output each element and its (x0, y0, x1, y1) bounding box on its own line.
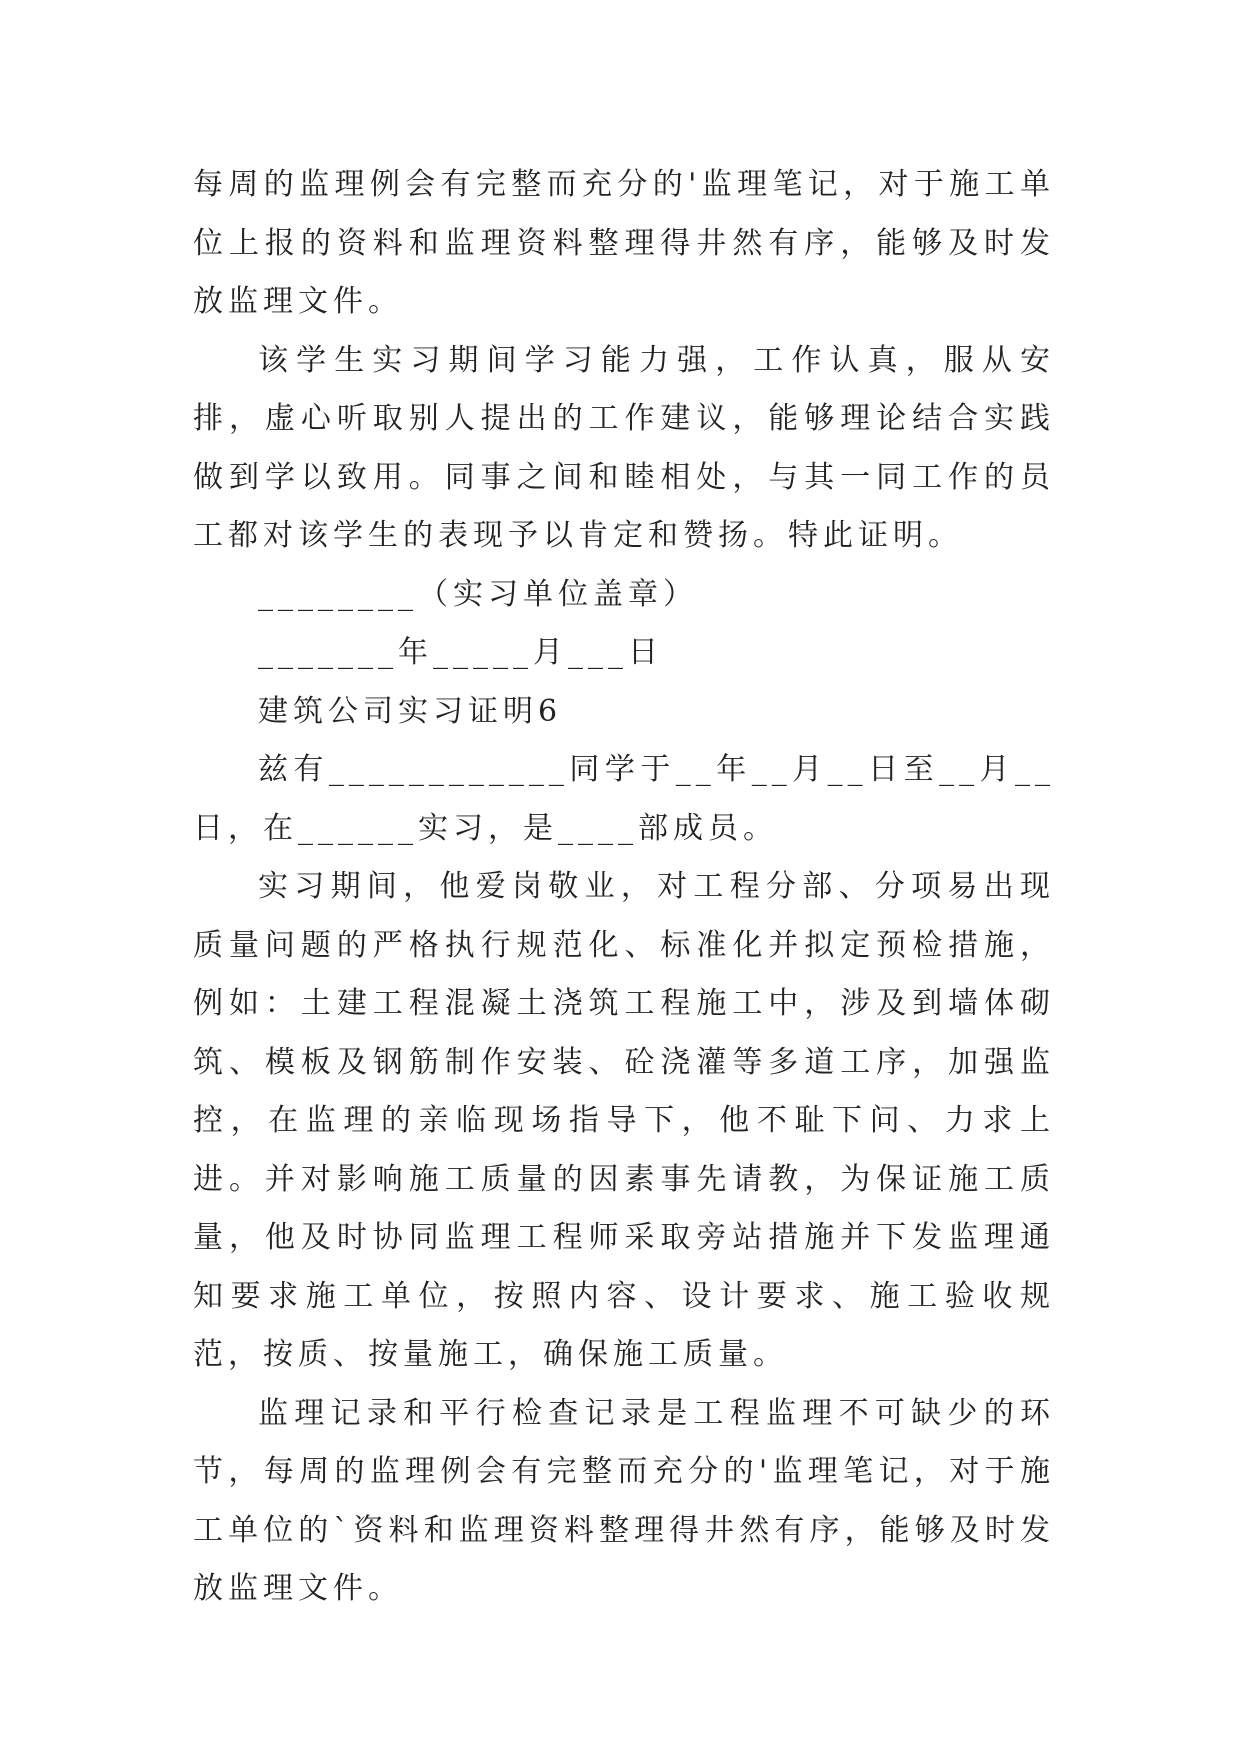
paragraph-2: 该学生实习期间学习能力强，工作认真，服从安排，虚心听取别人提出的工作建议，能够理论结合实践做到学以致用。同事之间和睦相处，与其一同工作的员工都对该学生的表现予以肯定和赞扬。特此证明。 (193, 342, 1055, 553)
document-body (193, 156, 1055, 1619)
paragraph-internship: 实习期间，他爱岗敬业，对工程分部、分项易出现质量问题的严格执行规范化、标准化并拟定预检措施，例如：土建工程混凝土浇筑工程施工中，涉及到墙体砌筑、模板及钢筋制作安装、砼浇灌等多道工序，加强监控，在监理的亲临现场指导下，他不耻下问、力求上进。并对影响施工质量的因素事先请教，为保证施工质量，他及时协同监理工程师采取旁站措施并下发监理通知要求施工单位，按照内容、设计要求、施工验收规范，按质、按量施工，确保施工质量。 (193, 869, 1055, 1372)
date-line: _______年_____月___日 (258, 635, 663, 670)
paragraph-intro: 兹有____________同学于__年__月__日至__月__日，在______实习，是____部成员。 (193, 752, 1055, 846)
paragraph-1: 每周的监理例会有完整而充分的'监理笔记，对于施工单位上报的资料和监理资料整理得井然有序，能够及时发放监理文件。 (193, 167, 1055, 319)
paragraph-records: 监理记录和平行检查记录是工程监理不可缺少的环节，每周的监理例会有完整而充分的'监理笔记，对于施工单位的`资料和监理资料整理得井然有序，能够及时发放监理文件。 (193, 1395, 1055, 1606)
seal-line: ________（实习单位盖章） (258, 576, 698, 612)
section-title: 建筑公司实习证明6 (258, 693, 563, 729)
